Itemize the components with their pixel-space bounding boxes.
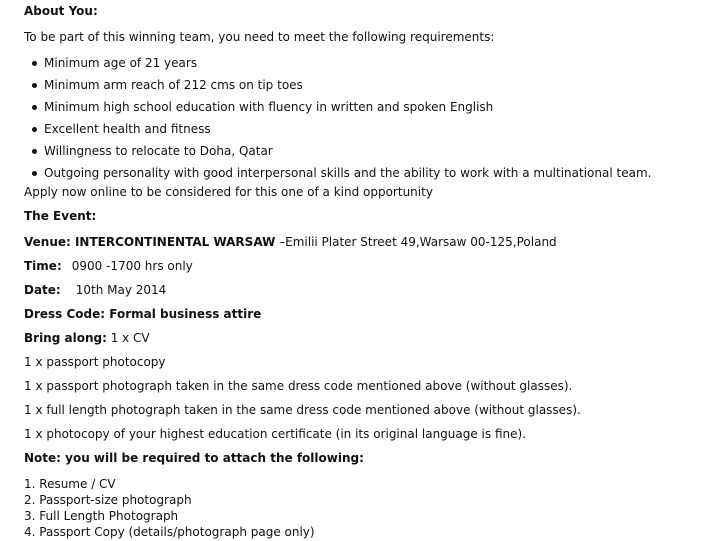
bullet-icon (32, 105, 37, 110)
time-label: Time: (24, 259, 62, 273)
bullet-icon (32, 127, 37, 132)
date-line (24, 283, 166, 297)
apply-text: Apply now online to be considered for this one of a kind opportunity (24, 185, 433, 199)
requirement-item: Outgoing personality with good interpersonal skills and the ability to work with a multinational team. (30, 166, 651, 188)
time-value: 0900 -1700 hrs only (71, 259, 193, 273)
list-item: 3. Full Length Photograph (24, 509, 179, 523)
list-item: 4. Passport Copy (details/photograph page only) (24, 525, 315, 539)
time-line (24, 259, 193, 273)
requirement-item: Willingness to relocate to Doha, Qatar (30, 144, 651, 166)
bullet-icon (32, 171, 37, 176)
bullet-icon (32, 61, 37, 66)
bullet-icon (32, 83, 37, 88)
date-value: 10th May 2014 (75, 283, 167, 297)
about-heading: About You: (24, 4, 98, 18)
list-item: 2. Passport-size photograph (24, 493, 192, 507)
requirement-item: Minimum age of 21 years (30, 56, 651, 78)
note-heading: Note: you will be required to attach the following: (24, 451, 364, 465)
venue-label: Venue: INTERCONTINENTAL WARSAW (24, 235, 276, 249)
bring-value: 1 x CV (106, 331, 150, 345)
dress-code: Dress Code: Formal business attire (24, 307, 262, 321)
requirement-item: Minimum arm reach of 212 cms on tip toes (30, 78, 651, 100)
bring-label: Bring along: (24, 331, 107, 345)
list-item: 1. Resume / CV (24, 477, 116, 491)
bring-item: 1 x passport photograph taken in the same dress code mentioned above (without glasses). (24, 379, 573, 393)
date-label: Date: (24, 283, 61, 297)
bring-item: 1 x full length photograph taken in the same dress code mentioned above (without glasses). (24, 403, 581, 417)
venue-line (24, 235, 557, 249)
attachments-list (24, 477, 315, 541)
event-heading: The Event: (24, 209, 97, 223)
bring-item: 1 x photocopy of your highest education certificate (in its original language is fine). (24, 427, 527, 441)
venue-value: –Emilii Plater Street 49,Warsaw 00-125,Poland (275, 235, 557, 249)
about-intro: To be part of this winning team, you need to meet the following requirements: (24, 30, 495, 44)
bullet-icon (32, 149, 37, 154)
requirements-list (30, 56, 651, 188)
bring-line (24, 331, 150, 345)
bring-item: 1 x passport photocopy (24, 355, 166, 369)
requirement-item: Excellent health and fitness (30, 122, 651, 144)
requirement-item: Minimum high school education with fluency in written and spoken English (30, 100, 651, 122)
